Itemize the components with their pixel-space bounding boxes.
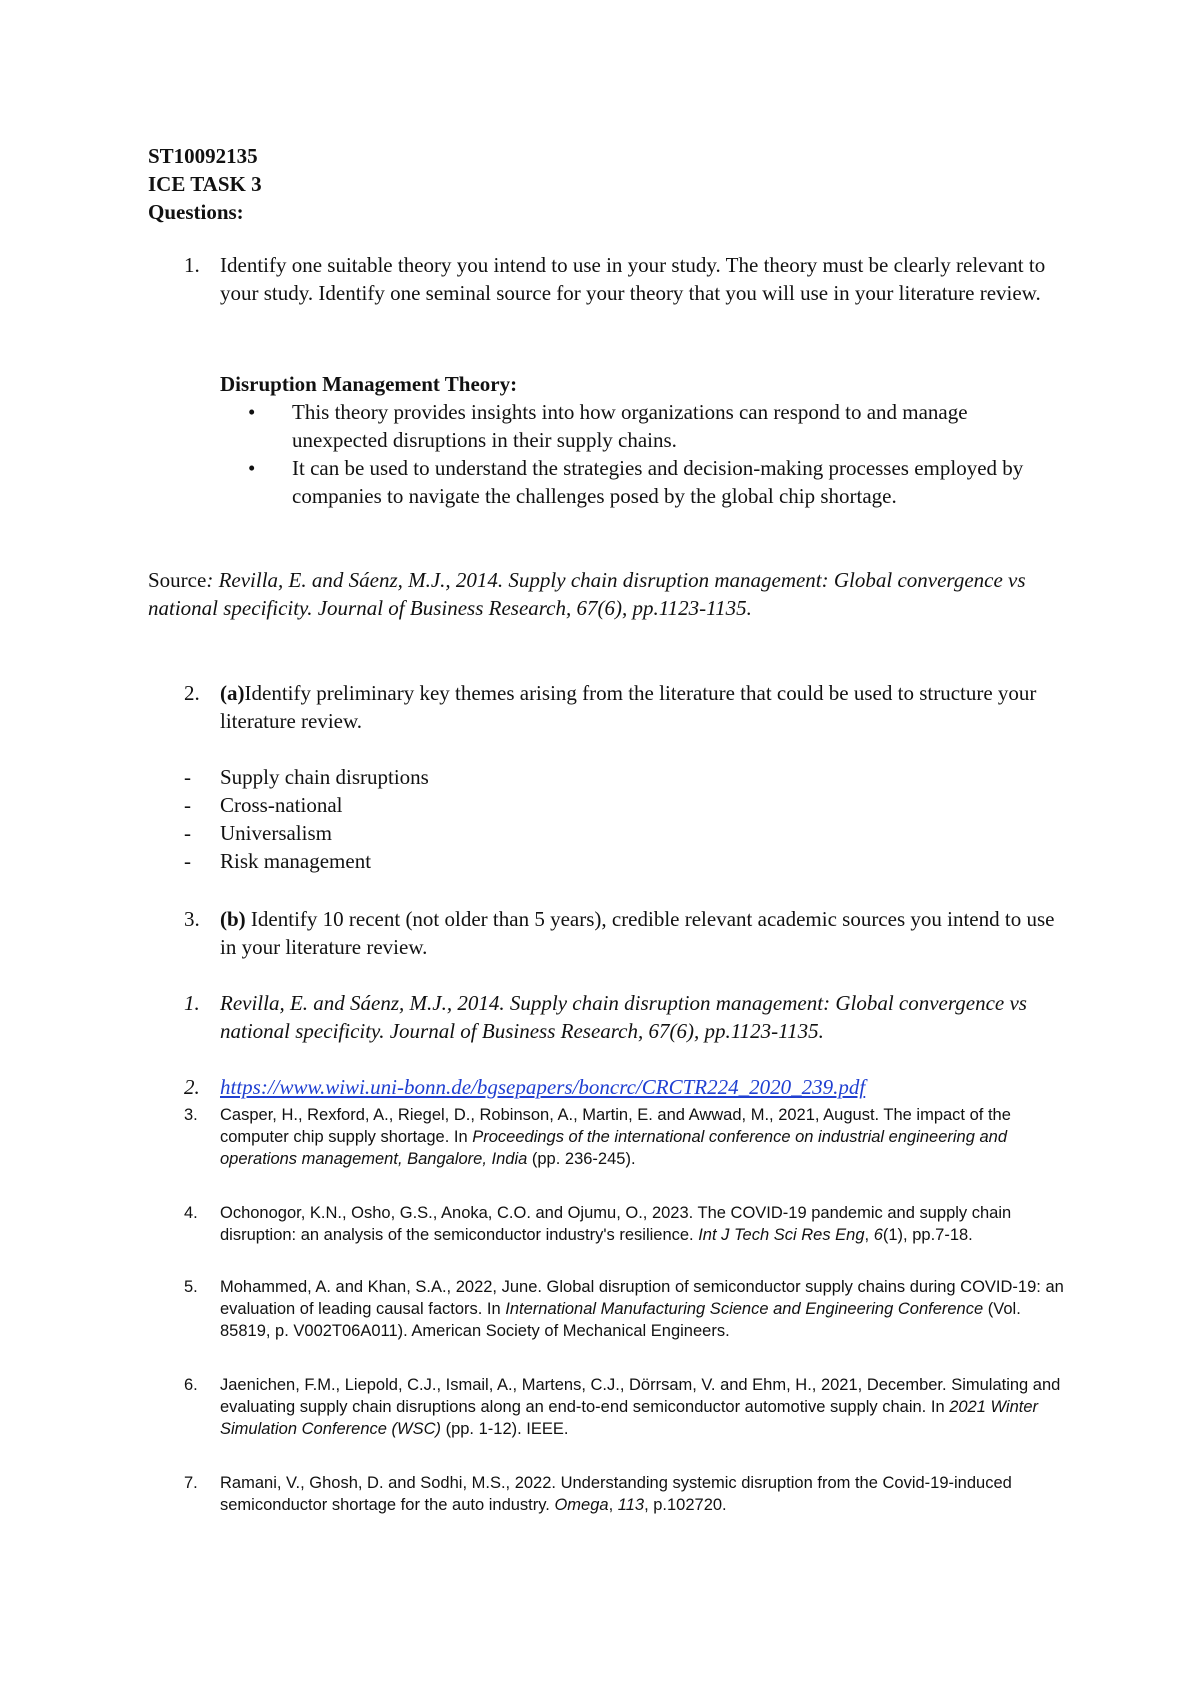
reference-number: 6.: [184, 1376, 198, 1394]
source-label: Source: [148, 568, 207, 592]
reference-part: (pp. 236-245).: [527, 1150, 636, 1168]
reference-part: ,: [864, 1226, 874, 1244]
reference-text: [220, 1276, 1068, 1342]
question-3-body: Identify 10 recent (not older than 5 years), credible relevant academic sources you intend to use in your literature review.: [220, 907, 1055, 959]
reference-number: 7.: [184, 1474, 198, 1492]
question-2-text: [220, 679, 1068, 735]
bullet-dot-icon: •: [248, 400, 256, 424]
theme-text: Supply chain disruptions: [220, 765, 429, 789]
reference-number: 3.: [184, 1106, 198, 1124]
reference-volume: 113: [617, 1496, 645, 1514]
bullet-text: It can be used to understand the strategies and decision-making processes employed by companies to navigate the challenges posed by the global chip shortage.: [292, 456, 1024, 508]
reference-part: (Vol. 85819, p. V002T06A011). American Society of Mechanical Engineers.: [220, 1300, 1021, 1340]
reference-venue: Int J Tech Sci Res Eng: [698, 1226, 865, 1244]
dash-icon: -: [184, 821, 191, 845]
theory-title: Disruption Management Theory:: [220, 372, 518, 396]
reference-part: Ramani, V., Ghosh, D. and Sodhi, M.S., 2022. Understanding systemic disruption from the Covid-19-induced semiconductor shortage for the auto industry.: [220, 1474, 1012, 1514]
question-2-body: Identify preliminary key themes arising from the literature that could be used to structure your literature review.: [220, 681, 1037, 733]
bullet-dot-icon: •: [248, 456, 256, 480]
theme-text: Universalism: [220, 821, 332, 845]
reference-text: [220, 1202, 1068, 1246]
question-3-text: [220, 905, 1068, 961]
question-2-label: (a): [220, 681, 245, 705]
reference-part: (pp. 1-12). IEEE.: [441, 1420, 569, 1438]
question-3-number: 3.: [184, 907, 200, 931]
question-3-label: (b): [220, 907, 246, 931]
reference-part: (1), pp.7-18.: [882, 1226, 973, 1244]
theory-source: [148, 566, 1028, 622]
reference-part: Ochonogor, K.N., Osho, G.S., Anoka, C.O. and Ojumu, O., 2023. The COVID-19 pandemic and supply chain disruption: an analysis of the semiconductor industry's resilience.: [220, 1204, 1012, 1244]
reference-number: 1.: [184, 991, 200, 1015]
source-citation: : Revilla, E. and Sáenz, M.J., 2014. Supply chain disruption management: Global convergence vs national specificity. Journal of Business Research, 67(6), pp.1123-1135.: [148, 568, 1026, 620]
reference-venue: Omega: [554, 1496, 609, 1514]
reference-number: 5.: [184, 1278, 198, 1296]
reference-link[interactable]: https://www.wiwi.uni-bonn.de/bgsepapers/boncrc/CRCTR224_2020_239.pdf: [220, 1075, 866, 1099]
dash-icon: -: [184, 849, 191, 873]
reference-part: Casper, H., Rexford, A., Riegel, D., Robinson, A., Martin, E. and Awwad, M., 2021, August. The impact of the computer chip supply shortage. In: [220, 1106, 1011, 1146]
reference-part: Mohammed, A. and Khan, S.A., 2022, June. Global disruption of semiconductor supply chains during COVID-19: an evaluation of leading causal factors. In: [220, 1278, 1064, 1318]
reference-text: [220, 1472, 1068, 1516]
theme-text: Risk management: [220, 849, 372, 873]
question-2-number: 2.: [184, 681, 200, 705]
questions-label: Questions:: [148, 200, 244, 224]
reference-text: Revilla, E. and Sáenz, M.J., 2014. Supply chain disruption management: Global convergence vs national specificity. Journal of Business Research, 67(6), pp.1123-1135.: [220, 991, 1027, 1043]
reference-part: Jaenichen, F.M., Liepold, C.J., Ismail, A., Martens, C.J., Dörrsam, V. and Ehm, H., 2021, December. Simulating and evaluating supply chain disruptions along an end-to-end semiconductor automotive supply chain. In: [220, 1376, 1061, 1416]
task-title: ICE TASK 3: [148, 172, 262, 196]
bullet-text: This theory provides insights into how organizations can respond to and manage unexpected disruptions in their supply chains.: [292, 400, 968, 452]
student-id: ST10092135: [148, 144, 258, 168]
reference-number: 2.: [184, 1075, 200, 1099]
reference-venue: International Manufacturing Science and Engineering Conference: [505, 1300, 984, 1318]
reference-text: [220, 1104, 1068, 1170]
reference-part: ,: [608, 1496, 618, 1514]
dash-icon: -: [184, 793, 191, 817]
question-1-number: 1.: [184, 253, 200, 277]
reference-number: 4.: [184, 1204, 198, 1222]
reference-part: , p.102720.: [644, 1496, 727, 1514]
reference-venue: Proceedings of the international conference on industrial engineering and operations management, Bangalore, India: [220, 1128, 1008, 1168]
reference-venue: 2021 Winter Simulation Conference (WSC): [220, 1398, 1039, 1438]
reference-volume: 6: [873, 1226, 883, 1244]
question-1-text: Identify one suitable theory you intend to use in your study. The theory must be clearly relevant to your study. Identify one seminal source for your theory that you will use in your literature review.: [220, 253, 1046, 305]
reference-text: [220, 1374, 1068, 1440]
theme-text: Cross-national: [220, 793, 343, 817]
dash-icon: -: [184, 765, 191, 789]
